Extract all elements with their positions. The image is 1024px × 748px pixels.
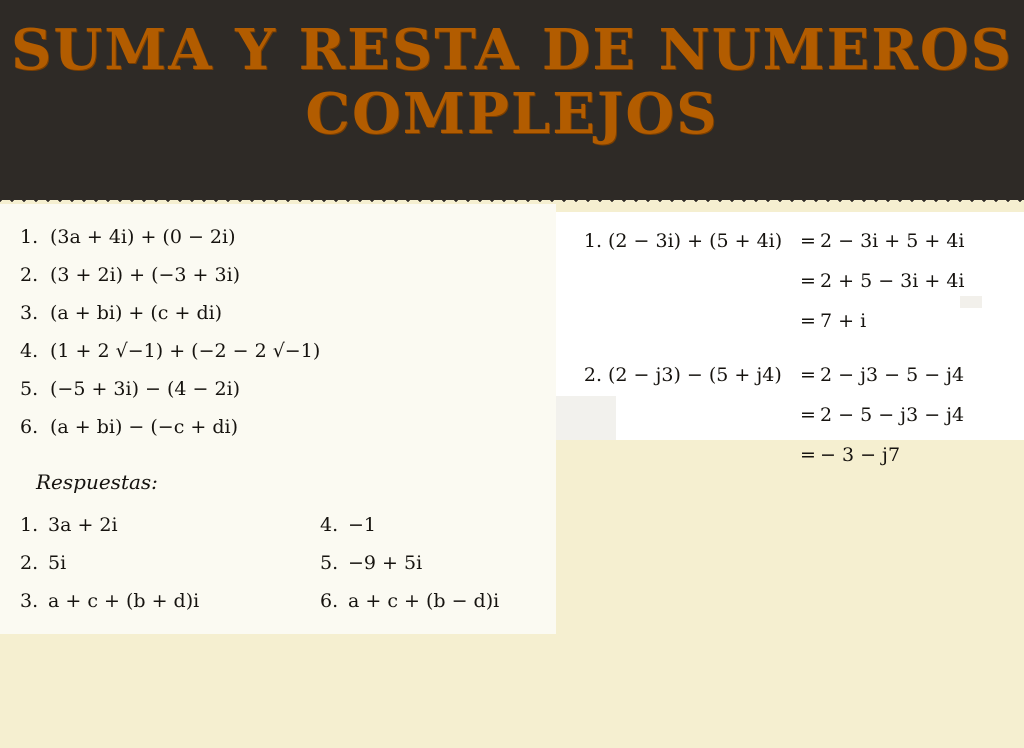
answer-number: 5. xyxy=(320,552,339,574)
problem-number: 4. xyxy=(20,340,39,362)
answer-cell xyxy=(20,590,320,612)
example-step: 2 − j3 − 5 − j4 xyxy=(820,364,965,386)
problem-number: 3. xyxy=(20,302,39,324)
table-row xyxy=(20,514,550,552)
worked-line xyxy=(574,444,1014,484)
answer-number: 2. xyxy=(20,552,39,574)
problem-expression: (3a + 4i) + (0 − 2i) xyxy=(50,226,236,248)
example-expression: (2 − 3i) + (5 + 4i) xyxy=(608,230,783,252)
equals-sign: = xyxy=(800,230,816,252)
problem-expression: (1 + 2 √−1) + (−2 − 2 √−1) xyxy=(50,340,321,362)
list-item xyxy=(20,340,320,378)
header-banner xyxy=(0,0,1024,200)
answer-value: 5i xyxy=(48,552,67,574)
example-step: 7 + i xyxy=(820,310,867,332)
answer-value: 3a + 2i xyxy=(48,514,118,536)
example-step: 2 − 3i + 5 + 4i xyxy=(820,230,965,252)
answer-number: 4. xyxy=(320,514,339,536)
equals-sign: = xyxy=(800,270,816,292)
list-item xyxy=(20,264,320,302)
answer-cell xyxy=(320,514,550,536)
table-row xyxy=(20,590,550,628)
answer-cell xyxy=(20,514,320,536)
example-step: 2 − 5 − j3 − j4 xyxy=(820,404,965,426)
worked-line xyxy=(574,270,1014,310)
answer-cell xyxy=(320,552,550,574)
worked-example xyxy=(574,230,1014,350)
answer-value: −9 + 5i xyxy=(348,552,423,574)
answer-value: a + c + (b − d)i xyxy=(348,590,500,612)
worked-line xyxy=(574,404,1014,444)
problem-number: 1. xyxy=(20,226,39,248)
answers-heading: Respuestas: xyxy=(36,470,158,494)
banner-torn-edge xyxy=(0,190,1024,204)
answer-cell xyxy=(20,552,320,574)
answer-number: 1. xyxy=(20,514,39,536)
problem-expression: (a + bi) + (c + di) xyxy=(50,302,223,324)
list-item xyxy=(20,378,320,416)
worked-line xyxy=(574,310,1014,350)
problem-list xyxy=(20,226,320,454)
equals-sign: = xyxy=(800,364,816,386)
scan-artifact xyxy=(960,296,982,308)
worked-examples xyxy=(574,230,1014,498)
problem-expression: (−5 + 3i) − (4 − 2i) xyxy=(50,378,241,400)
list-item xyxy=(20,226,320,264)
problem-expression: (3 + 2i) + (−3 + 3i) xyxy=(50,264,241,286)
equals-sign: = xyxy=(800,444,816,466)
worked-example xyxy=(574,364,1014,484)
list-item xyxy=(20,302,320,340)
worked-line xyxy=(574,230,1014,270)
example-step: 2 + 5 − 3i + 4i xyxy=(820,270,965,292)
left-worksheet-scan xyxy=(0,204,556,634)
problem-number: 6. xyxy=(20,416,39,438)
equals-sign: = xyxy=(800,404,816,426)
list-item xyxy=(20,416,320,454)
scan-artifact xyxy=(556,396,616,440)
answer-cell xyxy=(320,590,550,612)
worked-line xyxy=(574,364,1014,404)
equals-sign: = xyxy=(800,310,816,332)
answer-number: 3. xyxy=(20,590,39,612)
problem-expression: (a + bi) − (−c + di) xyxy=(50,416,239,438)
example-number: 2. xyxy=(583,364,602,386)
example-expression: (2 − j3) − (5 + j4) xyxy=(608,364,782,386)
answer-value: −1 xyxy=(348,514,377,536)
page-title: SUMA Y RESTA DE NUMEROS COMPLEJOS xyxy=(10,17,1014,147)
answer-value: a + c + (b + d)i xyxy=(48,590,200,612)
example-number: 1. xyxy=(583,230,602,252)
answer-number: 6. xyxy=(320,590,339,612)
right-worked-examples-scan xyxy=(556,212,1024,466)
answers-grid xyxy=(20,514,550,628)
table-row xyxy=(20,552,550,590)
problem-number: 2. xyxy=(20,264,39,286)
example-step: − 3 − j7 xyxy=(820,444,901,466)
problem-number: 5. xyxy=(20,378,39,400)
